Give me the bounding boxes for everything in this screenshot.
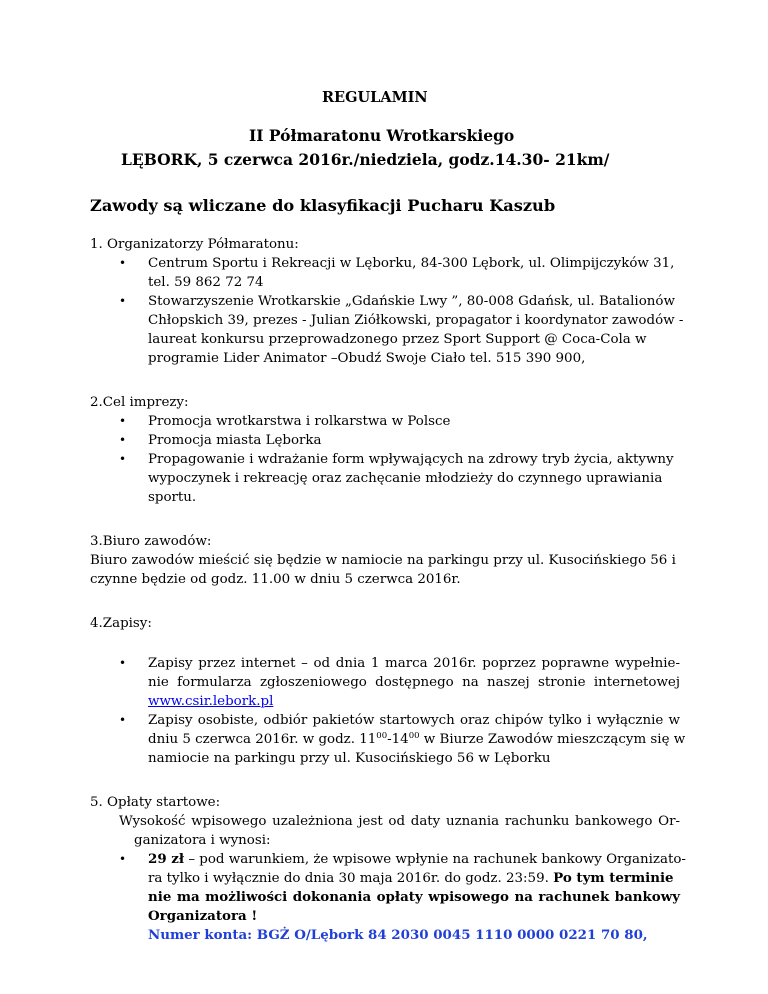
organizer-item-2-line-3: laureat konkursu przeprowadzonego przez Sport Support @ Coca-Cola w xyxy=(148,332,647,347)
classification-heading: Zawody są wliczane do klasyfikacji Pucharu Kaszub xyxy=(90,196,556,215)
section-goal-heading: 2.Cel imprezy: xyxy=(90,395,189,410)
bullet-icon: • xyxy=(119,294,127,308)
fees-intro-line-1: Wysokość wpisowego uzależniona jest od daty uznania rachunku bankowego Or- xyxy=(119,814,680,829)
website-link[interactable]: www.csir.lebork.pl xyxy=(148,694,274,709)
registration-item-2-line-1: Zapisy osobiste, odbiór pakietów startowych oraz chipów tylko i wyłącznie w xyxy=(148,713,680,728)
section-registration-heading: 4.Zapisy: xyxy=(90,616,152,631)
goal-item-2: Promocja miasta Lęborka xyxy=(148,433,322,448)
bullet-icon: • xyxy=(119,433,127,447)
goal-item-3-line-1: Propagowanie i wdrażanie form wpływających na zdrowy tryb życia, aktywny xyxy=(148,452,674,467)
bank-account-number: Numer konta: BGŻ O/Lębork 84 2030 0045 1110 0000 0221 70 80, xyxy=(148,927,648,943)
organizer-item-2-line-4: programie Lider Animator –Obudź Swoje Ciało tel. 515 390 900, xyxy=(148,351,586,366)
event-line: LĘBORK, 5 czerwca 2016r./niedziela, godz.14.30- 21km/ xyxy=(121,150,610,169)
organizer-item-2-line-2: Chłopskich 39, prezes - Julian Ziółkowski, propagator i koordynator zawodów - xyxy=(148,313,684,328)
office-line-1: Biuro zawodów mieścić się będzie w namiocie na parkingu przy ul. Kusocińskiego 56 i xyxy=(90,553,676,568)
section-organizers-heading: 1. Organizatorzy Półmaratonu: xyxy=(90,237,299,252)
document-title: REGULAMIN xyxy=(322,89,428,106)
organizer-item-1-line-2: tel. 59 862 72 74 xyxy=(148,275,264,290)
fees-intro-line-2: ganizatora i wynosi: xyxy=(134,833,271,848)
registration-item-1-line-2: nie formularza zgłoszeniowego dostępnego na naszej stronie internetowej xyxy=(148,675,680,690)
fees-item-1-line-2: ra tylko i wyłącznie do dnia 30 maja 2016r. do godz. 23:59. Po tym terminie xyxy=(148,870,674,886)
organizer-item-2-line-1: Stowarzyszenie Wrotkarskie „Gdańskie Lwy ”, 80-008 Gdańsk, ul. Batalionów xyxy=(148,294,675,309)
goal-item-3-line-3: sportu. xyxy=(148,490,197,505)
registration-item-2-line-2: dniu 5 czerwca 2016r. w godz. $11^{00}-14^{00}$ w Biurze Zawodów mieszczącym się w xyxy=(148,731,686,747)
document-subtitle: II Półmaratonu Wrotkarskiego xyxy=(249,126,515,145)
registration-item-2-line-3: namiocie na parkingu przy ul. Kusocińskiego 56 w Lęborku xyxy=(148,751,551,766)
goal-item-3-line-2: wypoczynek i rekreację oraz zachęcanie młodzieży do czynnego uprawiania xyxy=(148,471,663,486)
bullet-icon: • xyxy=(119,656,127,670)
office-line-2: czynne będzie od godz. 11.00 w dniu 5 czerwca 2016r. xyxy=(90,572,461,587)
goal-item-1: Promocja wrotkarstwa i rolkarstwa w Polsce xyxy=(148,414,451,429)
section-office-heading: 3.Biuro zawodów: xyxy=(90,534,212,549)
bullet-icon: • xyxy=(119,852,127,866)
bullet-icon: • xyxy=(119,256,127,270)
bullet-icon: • xyxy=(119,452,127,466)
bullet-icon: • xyxy=(119,713,127,727)
fees-item-1-line-1: 29 zł – pod warunkiem, że wpisowe wpłynie na rachunek bankowy Organizato- xyxy=(148,851,686,867)
bullet-icon: • xyxy=(119,414,127,428)
fees-item-1-line-3: nie ma możliwości dokonania opłaty wpisowego na rachunek bankowy xyxy=(148,889,680,905)
fees-item-1-line-4: Organizatora ! xyxy=(148,908,258,924)
organizer-item-1-line-1: Centrum Sportu i Rekreacji w Lęborku, 84-300 Lębork, ul. Olimpijczyków 31, xyxy=(148,256,675,271)
registration-item-1-line-1: Zapisy przez internet – od dnia 1 marca 2016r. poprzez poprawne wypełnie- xyxy=(148,656,680,671)
section-fees-heading: 5. Opłaty startowe: xyxy=(90,795,221,810)
